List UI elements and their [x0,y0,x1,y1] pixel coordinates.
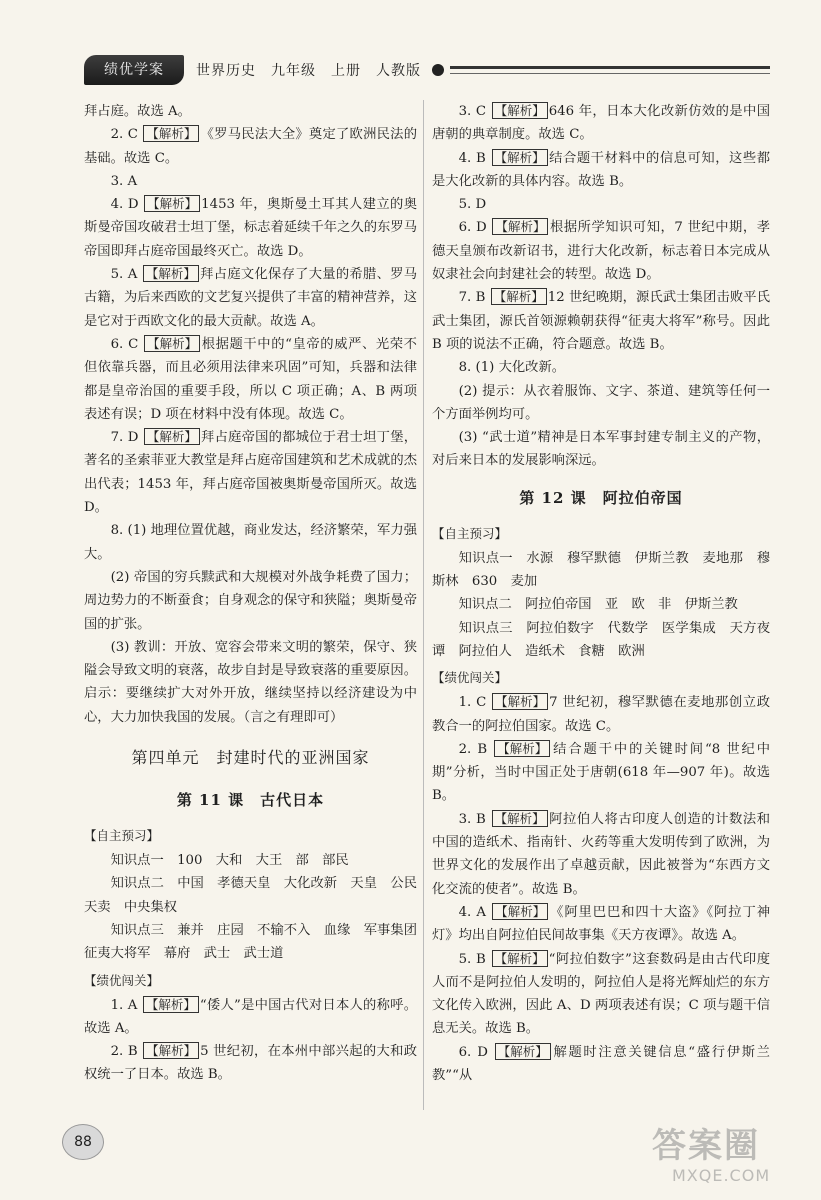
header-rule [450,66,770,69]
answer-item: 6. C 【解析】 根据题干中的“皇帝的威严、光荣不但依靠兵器，而且必须用法律来巩固”可知，兵器和法律都是皇帝治国的重要手段，所以 C 项正确；A、B 两项表述有误；D 项在材料中没有体现。故选 C。 [84,335,417,422]
answer-item: 5. D [458,197,487,213]
knowledge-point: 知识点一 水源 穆罕默德 伊斯兰教 麦地那 穆斯林 630 麦加 [432,550,770,590]
answer-item: 7. D 【解析】 拜占庭帝国的都城位于君士坦丁堡，著名的圣索菲亚大教堂是拜占庭帝国建筑和艺术成就的杰出代表；1453 年，拜占庭帝国被奥斯曼帝国所灭。故选 D。 [84,429,417,516]
analysis-tag: 【解析】 [492,950,548,967]
column-divider [423,100,424,1110]
answer-item: 1. C 【解析】 7 世纪初，穆罕默德在麦地那创立政教合一的阿拉伯国家。故选 C。 [432,694,770,734]
answer-item: 4. B 【解析】 结合题干材料中的信息可知，这些都是大化改新的具体内容。故选 B。 [432,149,770,189]
analysis-tag: 【解析】 [492,810,548,827]
answer-item: 8. (1) 大化改新。 [458,360,566,376]
knowledge-point: 知识点一 100 大和 大王 部 部民 [110,853,349,869]
page-number: 88 [62,1124,104,1160]
knowledge-point: 知识点三 阿拉伯数字 代数学 医学集成 天方夜谭 阿拉伯人 造纸术 食糖 欧洲 [432,620,770,659]
analysis-tag: 【解析】 [492,693,548,710]
analysis-tag: 【解析】 [143,265,199,282]
answer-item: 3. A [110,173,138,189]
header-rule-thin [450,73,770,74]
analysis-tag: 【解析】 [144,335,200,352]
analysis-tag: 【解析】 [492,903,548,920]
analysis-tag: 【解析】 [143,1042,199,1059]
right-column [432,100,770,1087]
analysis-tag: 【解析】 [494,740,550,757]
section-label: 【绩优闯关】 [84,972,160,988]
answer-item: 2. B 【解析】 5 世纪初，在本州中部兴起的大和政权统一了日本。故选 B。 [84,1043,417,1083]
section-label: 【绩优闯关】 [432,670,508,686]
analysis-tag: 【解析】 [492,149,548,166]
left-column [84,100,431,1087]
analysis-tag: 【解析】 [491,288,547,305]
answer-item: 5. A 【解析】 拜占庭文化保存了大量的希腊、罗马古籍，为后来西欧的文艺复兴提供了丰富的精神营养，这是它对于西欧文化的最大贡献。故选 A。 [84,266,418,329]
watermark-text: 答案圈 [652,1126,760,1166]
answer-item: 3. B 【解析】 阿拉伯人将古印度人创造的计数法和中国的造纸术、指南针、火药等重大发明传到了欧洲，为世界文化的发展作出了卓越贡献，因此被誉为“东西方文化交流的使者”。故选 B。 [432,810,770,897]
unit-title: 第四单元 封建时代的亚洲国家 [131,748,370,768]
lesson-title: 第 12 课 阿拉伯帝国 [519,488,683,507]
header-title: 世界历史 九年级 上册 人教版 [196,63,421,79]
analysis-tag: 【解析】 [492,102,548,119]
analysis-tag: 【解析】 [143,996,199,1013]
knowledge-point: 知识点二 中国 孝德天皇 大化改新 天皇 公民 天卖 中央集权 [84,876,431,915]
page-header [84,52,774,88]
section-label: 【自主预习】 [84,828,160,844]
answer-item: 8. (1) 地理位置优越，商业发达，经济繁荣，军力强大。 [84,523,417,562]
answer-text: 拜占庭。故选 A。 [84,104,191,119]
answer-item: (3) “武士道”精神是日本军事封建专制主义的产物，对后来日本的发展影响深远。 [432,430,770,469]
analysis-tag: 【解析】 [492,218,548,235]
lesson-title: 第 11 课 古代日本 [176,791,325,810]
header-dot [432,64,444,76]
analysis-tag: 【解析】 [144,195,200,212]
section-label: 【自主预习】 [432,525,508,541]
analysis-tag: 【解析】 [495,1043,551,1060]
answer-item: 4. A 【解析】 《阿里巴巴和四十大盗》《阿拉丁神灯》均出自阿拉伯民间故事集《天方夜谭》。故选 A。 [432,903,770,944]
answer-item: 7. B 【解析】 12 世纪晚期，源氏武士集团击败平氏武士集团，源氏首领源赖朝获得“征夷大将军”称号。因此 B 项的说法不正确，符合题意。故选 B。 [432,289,770,352]
answer-item: 3. C 【解析】 646 年，日本大化改新仿效的是中国唐朝的典章制度。故选 C。 [432,103,770,143]
answer-item: (3) 教训：开放、宽容会带来文明的繁荣，保守、狭隘会导致文明的衰落，故步自封是导致衰落的重要原因。启示：要继续扩大对外开放，继续坚持以经济建设为中心，大力加快我国的发展。（言之有理即可） [84,639,417,725]
answer-item: (2) 提示：从衣着服饰、文字、茶道、建筑等任何一个方面举例均可。 [432,383,770,422]
answer-item: 6. D 【解析】 根据所学知识可知，7 世纪中期，孝德天皇颁布改新诏书，进行大化改新，标志着日本完成从奴隶社会向封建社会的转型。故选 D。 [432,219,770,283]
knowledge-point: 知识点三 兼并 庄园 不输不入 血缘 军事集团 征夷大将军 幕府 武士 武士道 [84,922,431,962]
answer-item: 5. B 【解析】 “阿拉伯数字”这套数码是由古代印度人而不是阿拉伯人发明的，阿拉伯人是将光辉灿烂的东方文化传入欧洲，因此 A、D 两项表述有误；C 项与题干信息无关。故选 B。 [432,950,770,1037]
watermark-url: MXQE.COM [672,1166,771,1185]
answer-item: (2) 帝国的穷兵黩武和大规模对外战争耗费了国力；周边势力的不断蚕食；自身观念的保守和狭隘；奥斯曼帝国的扩张。 [84,569,417,632]
answer-item: 1. A 【解析】 “倭人”是中国古代对日本人的称呼。故选 A。 [84,996,417,1036]
watermark-logo [652,1126,812,1192]
brand-label: 绩优学案 [84,55,184,85]
knowledge-point: 知识点二 阿拉伯帝国 亚 欧 非 伊斯兰教 [458,597,738,613]
answer-item: 6. D 【解析】 解题时注意关键信息“盛行伊斯兰教”“从 [432,1043,770,1083]
answer-item: 2. C 【解析】 《罗马民法大全》奠定了欧洲民法的基础。故选 C。 [84,126,417,166]
answer-item: 2. B 【解析】 结合题干中的关键时间“8 世纪中期”分析，当时中国正处于唐朝(618 年—907 年)。故选 B。 [432,740,770,804]
analysis-tag: 【解析】 [144,428,200,445]
answer-item: 4. D 【解析】 1453 年，奥斯曼土耳其人建立的奥斯曼帝国攻破君士坦丁堡，标志着延续千年之久的东罗马帝国即拜占庭帝国最终灭亡。故选 D。 [84,196,417,259]
analysis-tag: 【解析】 [143,125,199,142]
